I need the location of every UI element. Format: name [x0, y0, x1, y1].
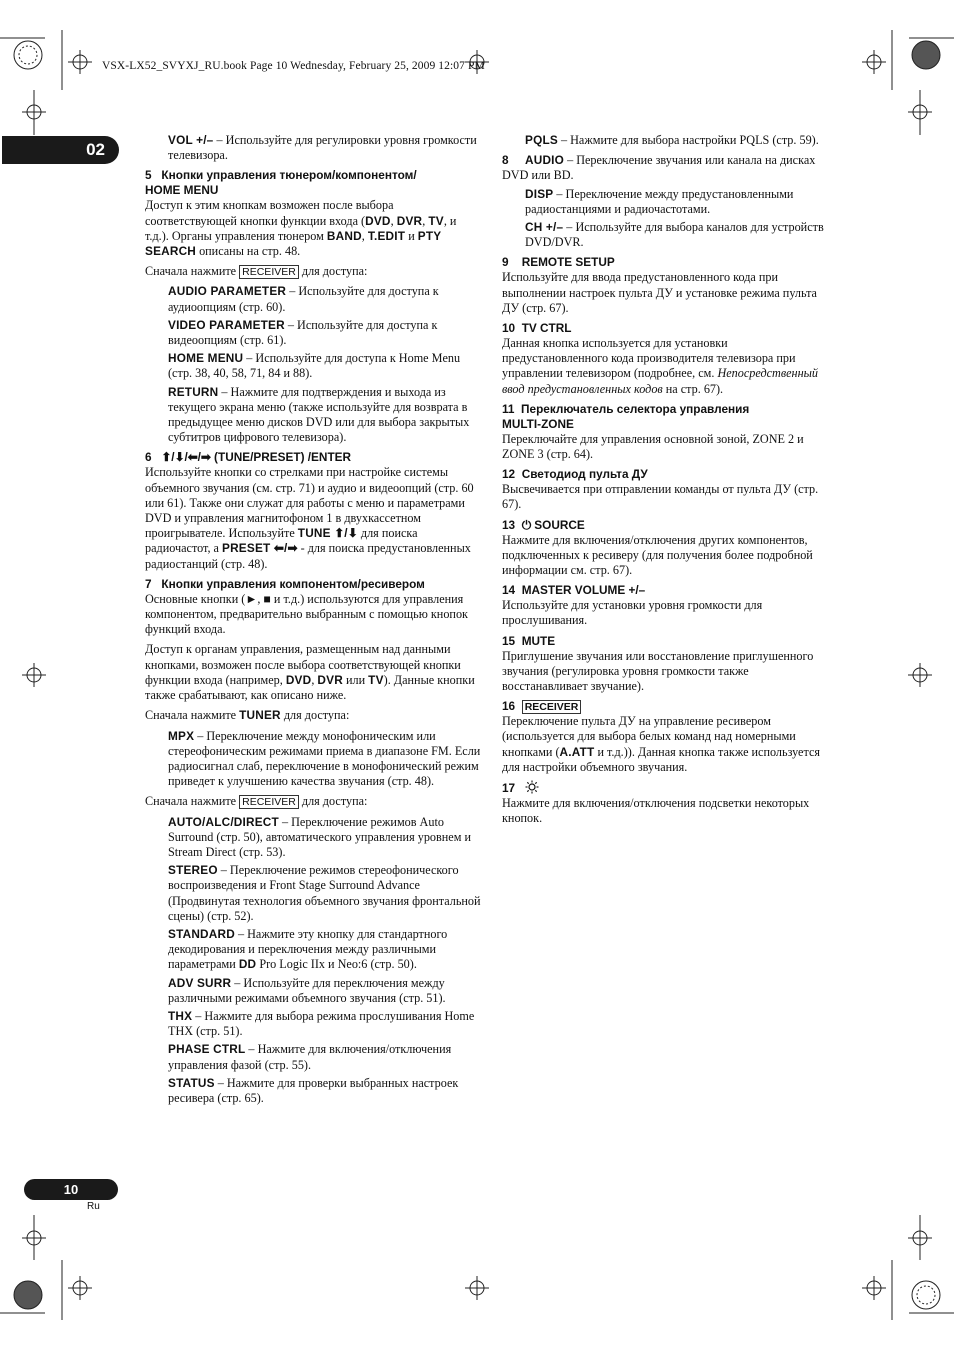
desc: – Нажмите для подтверждения и выхода из текущего экрана меню (также используйте для возврата в предыдущее меню дисков DVD или для выбора закрытых субтитров цифрового телевизора).	[168, 384, 470, 445]
att-label: A.ATT	[559, 744, 595, 759]
tv-label: TV	[368, 672, 384, 687]
receiver-badge: RECEIVER	[239, 795, 299, 809]
section-10-heading	[502, 321, 836, 336]
text: для доступа:	[298, 264, 368, 279]
chapter-tab: 02	[2, 136, 119, 164]
tedit-label: T.EDIT	[367, 228, 406, 243]
desc: – Используйте для выбора каналов для устройств DVD/DVR.	[525, 220, 824, 250]
page-number: 10	[24, 1179, 118, 1200]
section-10-paragraph	[502, 336, 836, 397]
book-header: VSX-LX52_SVYXJ_RU.book Page 10 Wednesday, February 25, 2009 12:07 PM	[102, 60, 485, 72]
desc: – Используйте для переключения между различными режимами объемного звучания (стр. 51).	[168, 975, 446, 1005]
section-6-heading	[145, 450, 481, 465]
tuner-note	[145, 708, 481, 723]
desc: Pro Logic IIx и Neo:6 (стр. 50).	[256, 957, 417, 972]
receiver-note-2	[145, 794, 481, 809]
section-8-audio	[502, 153, 836, 183]
ch-item	[502, 220, 836, 250]
desc: – Нажмите для выбора настройки PQLS (стр. 59).	[557, 133, 819, 147]
label: RETURN	[168, 384, 219, 399]
section-5-number: 5	[145, 168, 152, 183]
video-parameter-item	[145, 318, 481, 348]
title-2: MULTI-ZONE	[502, 416, 574, 431]
label: PQLS	[525, 133, 558, 147]
pqls-item	[502, 133, 836, 148]
band-label: BAND	[326, 228, 362, 243]
text: и	[405, 228, 418, 243]
section-7-paragraph-1: Основные кнопки (►, ■ и т.д.) используются для управления компонентом, предварительно выбранным с помощью кнопок функций входа.	[145, 591, 468, 637]
desc: – Переключение режимов Auto Surround (стр. 50), автоматического управления уровнем и Stream Direct (стр. 53).	[168, 814, 471, 859]
title: Переключатель селектора управления	[521, 401, 750, 416]
text: Используйте кнопки со стрелками при настройке системы объемного звучания (см. стр. 71) и аудио и видеоопций (стр. 60 или 61). Также они служат для работы с меню и параметрами DVD и управления магнитофоном 1 в двухкассетном проигрывателе. Используйте	[145, 465, 474, 541]
right-column	[502, 133, 836, 827]
label: AUDIO PARAMETER	[168, 284, 287, 299]
home-menu-item	[145, 351, 481, 381]
dvd-label: DVD	[285, 672, 312, 687]
receiver-badge: RECEIVER	[522, 700, 582, 714]
section-6-title: ⬆/⬇/⬅/➡ (TUNE/PRESET) /ENTER	[161, 450, 352, 465]
text: описаны на стр. 48.	[196, 244, 301, 259]
section-5-title: Кнопки управления тюнером/компонентом/	[161, 168, 417, 183]
text: ,	[311, 672, 318, 687]
section-15-paragraph: Приглушение звучания или восстановление приглушенного звучания (регулировка уровня громкости также восстанавливает звучание).	[502, 648, 814, 694]
italic-link-text: Непосредственный ввод предустановленных кодов	[502, 366, 818, 396]
text: - для поиска предустановленных радиостанций (стр. 48).	[145, 541, 471, 571]
desc: – Нажмите эту кнопку для стандартного декодирования и переключения между различными параметрами	[168, 926, 448, 972]
number: 10	[502, 321, 516, 336]
number: 15	[502, 633, 516, 648]
section-6-paragraph	[145, 465, 481, 571]
section-16-paragraph	[502, 714, 836, 775]
title: TV CTRL	[521, 321, 572, 336]
title: Светодиод пульта ДУ	[521, 467, 648, 482]
mpx-item	[145, 729, 481, 790]
section-12-heading	[502, 467, 836, 482]
dvd-label: DVD	[365, 213, 391, 228]
text: или	[342, 672, 369, 687]
title: MASTER VOLUME +/–	[521, 583, 646, 598]
desc: – Нажмите для проверки выбранных настроек ресивера (стр. 65).	[168, 1075, 459, 1105]
section-12-paragraph: Высвечивается при отправлении команды от пульта ДУ (стр. 67).	[502, 482, 819, 512]
title: MUTE	[521, 633, 556, 648]
title: ⏻ SOURCE	[521, 517, 585, 532]
light-icon	[525, 780, 539, 794]
section-7-paragraph-2	[145, 642, 481, 703]
text: и т.д.)). Данная кнопка также используется для настройки объемного звучания.	[502, 744, 820, 774]
number: 13	[502, 517, 516, 532]
text: Сначала нажмите	[145, 708, 240, 723]
label: CH +/–	[525, 220, 564, 235]
receiver-note-1	[145, 264, 481, 279]
text: для доступа:	[280, 708, 350, 723]
section-11-heading	[502, 402, 836, 432]
return-item	[145, 385, 481, 446]
number: 12	[502, 467, 516, 482]
desc: – Используйте для доступа к Home Menu (стр. 38, 40, 58, 71, 84 и 88).	[168, 351, 461, 381]
desc: – Переключение режимов стереофонического воспроизведения и Front Stage Surround Advance (Продвинутая технология объемного звучания фронтальной сцены) (стр. 52).	[168, 863, 481, 923]
label: PHASE CTRL	[168, 1042, 246, 1057]
title: REMOTE SETUP	[521, 255, 615, 270]
standard-item	[145, 927, 481, 973]
text: ,	[361, 228, 368, 243]
desc: – Используйте для доступа к аудиоопциям (стр. 60).	[168, 284, 439, 314]
vol-label: VOL +/–	[168, 133, 214, 147]
auto-alc-direct-item	[145, 815, 481, 861]
section-7-title: Кнопки управления компонентом/ресивером	[161, 576, 425, 591]
number: 14	[502, 583, 516, 598]
section-5-title-2: HOME MENU	[145, 183, 219, 198]
desc: – Используйте для доступа к видеоопциям (стр. 61).	[168, 317, 438, 348]
language-label: Ru	[87, 1201, 100, 1212]
text: ). Данные кнопки также срабатывают, как описано ниже.	[145, 672, 475, 703]
preset-label: PRESET ⬅/➡	[222, 541, 298, 556]
audio-parameter-item	[145, 284, 481, 314]
label: MPX	[168, 728, 195, 743]
number: 16	[502, 699, 516, 714]
number: 9	[502, 255, 509, 270]
text: Сначала нажмите	[145, 794, 240, 809]
dvr-label: DVR	[396, 213, 423, 228]
phase-ctrl-item	[145, 1042, 481, 1072]
tune-label: TUNE ⬆/⬇	[297, 526, 358, 541]
section-16-heading	[502, 699, 836, 714]
status-item	[145, 1076, 481, 1106]
section-11-paragraph: Переключайте для управления основной зоной, ZONE 2 и ZONE 3 (стр. 64).	[502, 431, 804, 462]
label: DISP	[525, 186, 554, 201]
section-7-number: 7	[145, 576, 152, 591]
section-17-heading	[502, 780, 836, 796]
number: 11	[502, 401, 515, 416]
section-13-paragraph: Нажмите для включения/отключения других компонентов, подключенных к ресиверу (для получения более подробной информации см. стр. 67).	[502, 532, 813, 578]
text: для поиска радиочастот, а	[145, 526, 418, 556]
label: THX	[168, 1008, 193, 1023]
tuner-label: TUNER	[239, 708, 281, 723]
section-14-paragraph: Используйте для установки уровня громкости для прослушивания.	[502, 598, 763, 628]
stereo-item	[145, 863, 481, 924]
text: Доступ к этим кнопкам возможен после выбора соответствующей кнопки функции входа (	[145, 198, 394, 228]
desc: – Переключение звучания или канала на дисках DVD или BD.	[502, 153, 816, 183]
desc: – Переключение между монофоническим или стереофоническим режимами приема в диапазоне FM. Если радиосигнал слаб, переключение в монофонический режим приведет к улучшению качества звучания (стр. 48).	[168, 728, 481, 789]
disp-item	[502, 187, 836, 217]
section-9-paragraph: Используйте для ввода предустановленного кода при выполнении настроек пульта ДУ и установке режима пульта ДУ (стр. 67).	[502, 270, 817, 315]
receiver-badge: RECEIVER	[239, 265, 299, 279]
label: ADV SURR	[168, 975, 232, 990]
section-14-heading	[502, 583, 836, 598]
text: Доступ к органам управления, размещенным над данными кнопками, возможен после выбора соответствующей кнопки функции входа (например,	[145, 642, 461, 687]
audio-label: AUDIO	[525, 153, 565, 168]
section-6-number: 6	[145, 450, 152, 465]
section-17-paragraph: Нажмите для включения/отключения подсветки некоторых кнопок.	[502, 796, 810, 826]
section-9-heading	[502, 255, 836, 270]
tv-label: TV	[428, 213, 444, 228]
label: HOME MENU	[168, 351, 244, 366]
vol-desc: – Используйте для регулировки уровня громкости телевизора.	[168, 133, 477, 163]
text: ,	[422, 213, 429, 228]
desc: – Переключение между предустановленными радиостанциями и радиочастотами.	[525, 186, 794, 216]
text: ,	[390, 213, 397, 228]
desc: – Нажмите для включения/отключения управления фазой (стр. 55).	[168, 1042, 452, 1072]
left-column	[145, 133, 481, 1106]
label: VIDEO PARAMETER	[168, 317, 285, 332]
section-8-number: 8	[502, 153, 509, 168]
dolby-logo-icon: DD	[238, 957, 257, 972]
label: STATUS	[168, 1075, 215, 1090]
adv-surr-item	[145, 976, 481, 1006]
desc: – Нажмите для выбора режима прослушивания Home THX (стр. 51).	[168, 1008, 475, 1039]
label: STANDARD	[168, 926, 235, 941]
label: AUTO/ALC/DIRECT	[168, 814, 279, 829]
section-5-paragraph	[145, 198, 481, 259]
label: STEREO	[168, 863, 218, 878]
text: , и т.д.). Органы управления тюнером	[145, 213, 457, 243]
section-13-heading	[502, 518, 836, 533]
text: для доступа:	[298, 794, 368, 809]
vol-item	[145, 133, 481, 163]
thx-item	[145, 1009, 481, 1039]
text: Данная кнопка используется для установки предустановленного кода производителя телевизора при управлении телевизором (подробнее, см.	[502, 336, 796, 381]
text: на стр. 67).	[662, 381, 724, 396]
dvr-label: DVR	[317, 672, 343, 687]
section-7-heading	[145, 577, 481, 592]
number: 17	[502, 781, 516, 796]
section-5-heading	[145, 168, 481, 198]
pty-search-label: PTY SEARCH	[145, 228, 442, 259]
section-15-heading	[502, 634, 836, 649]
text: Переключение пульта ДУ на управление ресивером (используется для выбора белых команд над номерными кнопками (	[502, 714, 796, 759]
text: Сначала нажмите	[145, 264, 240, 279]
